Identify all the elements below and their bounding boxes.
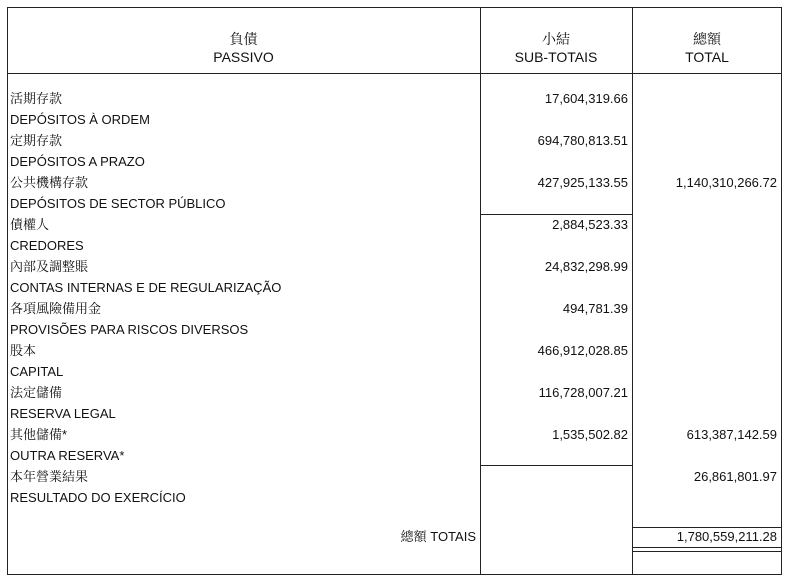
- header-total-pt: TOTAL: [685, 49, 729, 65]
- row-subtotal: 2,884,523.33: [552, 217, 628, 232]
- header-passivo-pt: PASSIVO: [213, 49, 274, 65]
- header-passivo-zh: 負債: [229, 31, 258, 47]
- row-label-zh: 定期存款: [10, 133, 63, 148]
- row-subtotal: 1,535,502.82: [552, 427, 628, 442]
- row-label-pt: CAPITAL: [10, 364, 64, 379]
- row-label-zh: 法定儲備: [10, 385, 63, 400]
- row-total: 1,140,310,266.72: [675, 175, 777, 190]
- row-label-pt: PROVISÕES PARA RISCOS DIVERSOS: [10, 322, 249, 337]
- row-subtotal: 17,604,319.66: [544, 91, 628, 106]
- subtotal-group-divider: [480, 214, 632, 215]
- row-label-zh: 各項風險備用金: [10, 301, 102, 316]
- header-total-zh: 總額: [693, 31, 721, 47]
- row-label-pt: CREDORES: [10, 238, 84, 253]
- row-total: 26,861,801.97: [693, 469, 777, 484]
- row-label-pt: DEPÓSITOS A PRAZO: [10, 154, 145, 169]
- row-subtotal: 494,781.39: [562, 301, 628, 316]
- header-subtotais-zh: 小結: [542, 31, 570, 47]
- row-label-zh: 其他儲備*: [10, 427, 68, 442]
- row-total: 613,387,142.59: [686, 427, 777, 442]
- row-label-zh: 股本: [10, 343, 37, 358]
- total-line-double-2: [632, 551, 782, 552]
- row-label-pt: DEPÓSITOS À ORDEM: [10, 112, 150, 127]
- header-divider: [7, 73, 782, 74]
- column-divider-total: [632, 7, 633, 575]
- row-label-pt: DEPÓSITOS DE SECTOR PÚBLICO: [10, 196, 226, 211]
- column-divider-sub: [480, 7, 481, 575]
- totals-value: 1,780,559,211.28: [676, 529, 777, 544]
- header-subtotais: [480, 30, 632, 66]
- header-total: [632, 30, 782, 66]
- row-label-pt: OUTRA RESERVA*: [10, 448, 125, 463]
- row-subtotal: 24,832,298.99: [544, 259, 628, 274]
- totals-label: 總額 TOTAIS: [400, 529, 476, 544]
- total-line-double-1: [632, 547, 782, 548]
- row-label-pt: CONTAS INTERNAS E DE REGULARIZAÇÃO: [10, 280, 282, 295]
- row-label-zh: 公共機構存款: [10, 175, 89, 190]
- row-subtotal: 427,925,133.55: [537, 175, 628, 190]
- row-subtotal: 466,912,028.85: [537, 343, 628, 358]
- header-subtotais-pt: SUB-TOTAIS: [514, 49, 598, 65]
- row-subtotal: 694,780,813.51: [537, 133, 628, 148]
- subtotal-group-divider: [480, 465, 632, 466]
- row-label-zh: 債權人: [10, 217, 50, 232]
- row-label-pt: RESERVA LEGAL: [10, 406, 116, 421]
- row-label-pt: RESULTADO DO EXERCÍCIO: [10, 490, 186, 505]
- row-label-zh: 內部及調整賬: [10, 259, 89, 274]
- row-label-zh: 本年營業結果: [10, 469, 89, 484]
- row-subtotal: 116,728,007.21: [538, 385, 628, 400]
- row-label-zh: 活期存款: [10, 91, 63, 106]
- header-passivo: [7, 30, 480, 66]
